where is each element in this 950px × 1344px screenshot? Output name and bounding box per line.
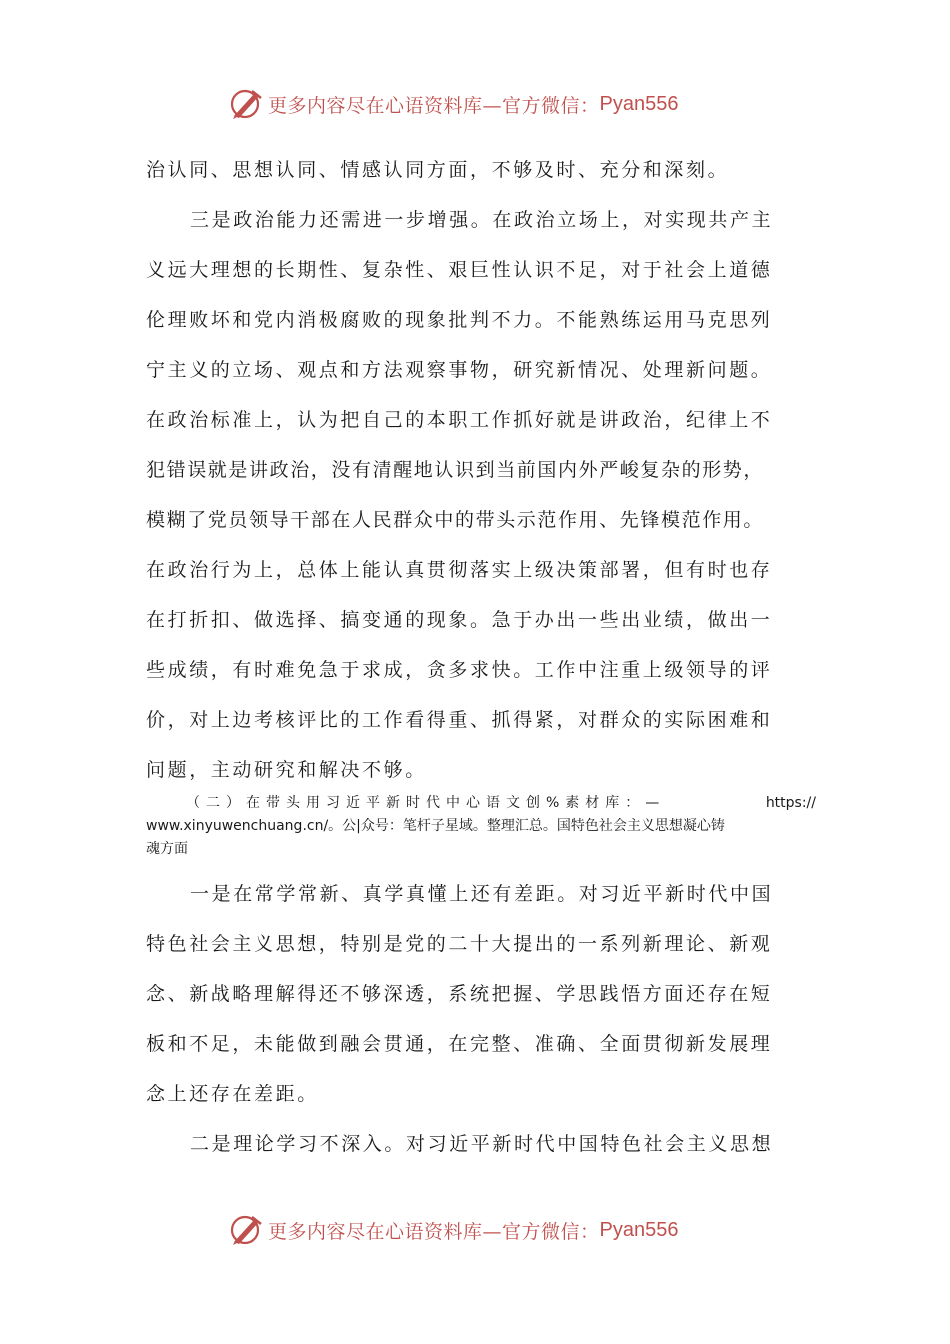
paragraph-line: 问题，主动研究和解决不够。 (146, 759, 427, 781)
banner-wechat-id: Pyan556 (599, 1218, 679, 1241)
paragraph-line: 义远大理想的长期性、复杂性、艰巨性认识不足，对于社会上道德 (146, 259, 773, 281)
paragraph-line: 念上还存在差距。 (146, 1083, 319, 1105)
paragraph-line: 价，对上边考核评比的工作看得重、抓得紧，对群众的实际困难和 (146, 709, 773, 731)
banner-text: 更多内容尽在心语资料库—官方微信： (268, 94, 600, 117)
subheading-line-3: 魂方面 (146, 841, 188, 857)
paragraph-line: 宁主义的立场、观点和方法观察事物，研究新情况、处理新问题。 (146, 359, 773, 381)
paragraph-line: 在打折扣、做选择、搞变通的现象。急于办出一些出业绩，做出一 (146, 609, 773, 631)
paragraph-line: 治认同、思想认同、情感认同方面，不够及时、充分和深刻。 (146, 159, 730, 181)
subheading-line-1 (146, 792, 816, 815)
header-banner (228, 84, 678, 124)
paragraph-line: 三是政治能力还需进一步增强。在政治立场上，对实现共产主 (190, 209, 774, 231)
footer-banner (228, 1210, 678, 1250)
paragraph-line: 念、新战略理解得还不够深透，系统把握、学思践悟方面还存在短 (146, 983, 773, 1005)
paragraph-line: 特色社会主义思想，特别是党的二十大提出的一系列新理论、新观 (146, 933, 773, 955)
subheading-text: （二）在带头用习近平新时代中心语文创%素材库：— (186, 795, 666, 811)
paragraph-line: 些成绩，有时难免急于求成，贪多求快。工作中注重上级领导的评 (146, 659, 773, 681)
paragraph-line: 伦理败坏和党内消极腐败的现象批判不力。不能熟练运用马克思列 (146, 309, 773, 331)
paragraph-line: 板和不足，未能做到融会贯通，在完整、准确、全面贯彻新发展理 (146, 1033, 773, 1055)
paragraph-line: 在政治标准上，认为把自己的本职工作抓好就是讲政治，纪律上不 (146, 409, 773, 431)
banner-wechat-id: Pyan556 (599, 92, 679, 115)
paragraph-line: 犯错误就是讲政治，没有清醒地认识到当前国内外严峻复杂的形势， (146, 459, 765, 481)
subheading-paragraph (146, 792, 816, 861)
subheading-url-prefix: https:// (765, 795, 816, 811)
paragraph-line: 二是理论学习不深入。对习近平新时代中国特色社会主义思想 (190, 1133, 774, 1155)
paragraph-line: 模糊了党员领导干部在人民群众中的带头示范作用、先锋模范作用。 (146, 509, 765, 531)
paragraph-line: 在政治行为上，总体上能认真贯彻落实上级决策部署，但有时也存 (146, 559, 773, 581)
banner-text: 更多内容尽在心语资料库—官方微信： (268, 1220, 600, 1243)
pen-logo-icon (228, 86, 264, 122)
pen-logo-icon (228, 1212, 264, 1248)
paragraph-line: 一是在常学常新、真学真懂上还有差距。对习近平新时代中国 (190, 883, 774, 905)
subheading-line-2: www.xinyuwenchuang.cn/。公|众号：笔杆子星域。整理汇总。国特色社会主义思想凝心铸 (146, 818, 725, 834)
